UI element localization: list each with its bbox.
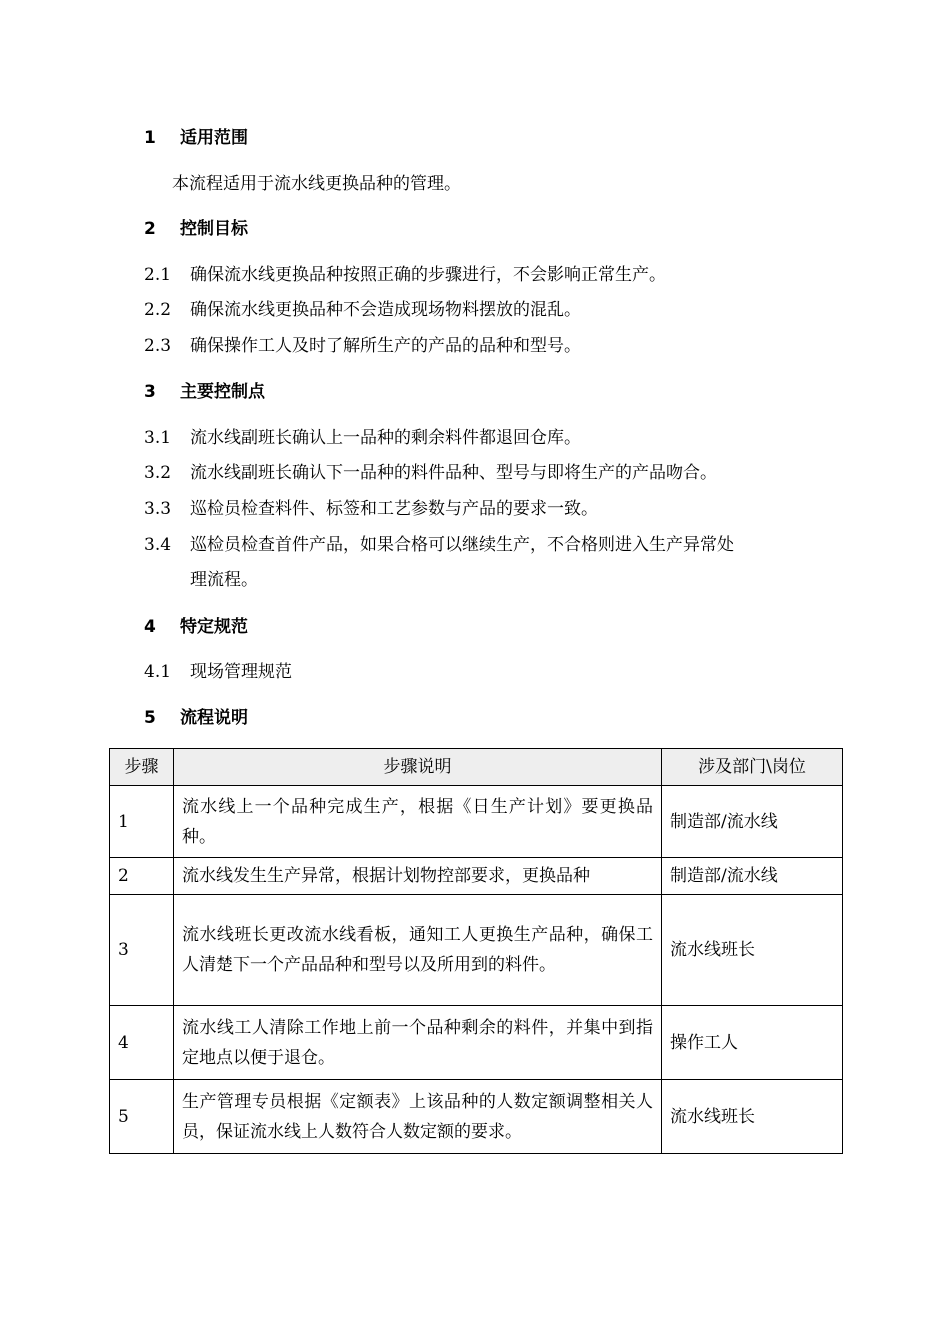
item-number: 2.1 bbox=[144, 265, 172, 285]
section-heading-5 bbox=[144, 706, 248, 730]
description-cell: 流水线发生生产异常，根据计划物控部要求，更换品种 bbox=[174, 858, 662, 895]
header-step: 步骤 bbox=[110, 749, 174, 786]
section-title: 流程说明 bbox=[180, 708, 248, 728]
table-row bbox=[110, 858, 843, 895]
item-number: 3.3 bbox=[144, 499, 172, 519]
header-description: 步骤说明 bbox=[174, 749, 662, 786]
table-row bbox=[110, 1080, 843, 1154]
department-cell: 流水线班长 bbox=[662, 1080, 843, 1154]
section-heading-1 bbox=[144, 126, 248, 150]
department-cell: 制造部/流水线 bbox=[662, 786, 843, 858]
description-cell: 生产管理专员根据《定额表》上该品种的人数定额调整相关人员，保证流水线上人数符合人数定额的要求。 bbox=[174, 1080, 662, 1154]
item-number: 2.3 bbox=[144, 336, 172, 356]
step-cell: 5 bbox=[110, 1080, 174, 1154]
control-point-continuation: 理流程。 bbox=[190, 570, 258, 590]
department-cell: 流水线班长 bbox=[662, 895, 843, 1006]
section-number: 4 bbox=[144, 617, 156, 637]
item-text: 确保流水线更换品种按照正确的步骤进行，不会影响正常生产。 bbox=[190, 265, 666, 285]
table-header-row bbox=[110, 749, 843, 786]
section-heading-4 bbox=[144, 615, 248, 639]
description-cell: 流水线上一个品种完成生产，根据《日生产计划》要更换品种。 bbox=[174, 786, 662, 858]
item-text: 确保操作工人及时了解所生产的产品的品种和型号。 bbox=[190, 336, 581, 356]
goal-item bbox=[144, 263, 666, 287]
section-number: 2 bbox=[144, 219, 156, 239]
section-title: 适用范围 bbox=[180, 128, 248, 148]
item-text: 巡检员检查料件、标签和工艺参数与产品的要求一致。 bbox=[190, 499, 598, 519]
step-cell: 1 bbox=[110, 786, 174, 858]
table-row bbox=[110, 786, 843, 858]
item-text: 巡检员检查首件产品，如果合格可以继续生产，不合格则进入生产异常处 bbox=[190, 535, 734, 555]
description-cell: 流水线班长更改流水线看板，通知工人更换生产品种，确保工人清楚下一个产品品种和型号以及所用到的料件。 bbox=[174, 895, 662, 1006]
table-row bbox=[110, 895, 843, 1006]
step-cell: 3 bbox=[110, 895, 174, 1006]
department-cell: 操作工人 bbox=[662, 1006, 843, 1080]
section-number: 3 bbox=[144, 382, 156, 402]
section-title: 控制目标 bbox=[180, 219, 248, 239]
item-text: 流水线副班长确认上一品种的剩余料件都退回仓库。 bbox=[190, 428, 581, 448]
item-text: 流水线副班长确认下一品种的料件品种、型号与即将生产的产品吻合。 bbox=[190, 463, 717, 483]
control-point-item bbox=[144, 426, 581, 450]
step-cell: 2 bbox=[110, 858, 174, 895]
step-cell: 4 bbox=[110, 1006, 174, 1080]
item-text: 确保流水线更换品种不会造成现场物料摆放的混乱。 bbox=[190, 300, 581, 320]
item-number: 3.1 bbox=[144, 428, 172, 448]
section-title: 特定规范 bbox=[180, 617, 248, 637]
section-heading-2 bbox=[144, 217, 248, 241]
section-heading-3 bbox=[144, 380, 265, 404]
department-cell: 制造部/流水线 bbox=[662, 858, 843, 895]
description-cell: 流水线工人清除工作地上前一个品种剩余的料件，并集中到指定地点以便于退仓。 bbox=[174, 1006, 662, 1080]
item-number: 3.2 bbox=[144, 463, 172, 483]
item-text: 现场管理规范 bbox=[190, 662, 292, 682]
control-point-item bbox=[144, 461, 717, 485]
table-row bbox=[110, 1006, 843, 1080]
item-number: 4.1 bbox=[144, 662, 172, 682]
section-number: 1 bbox=[144, 128, 156, 148]
item-number: 2.2 bbox=[144, 300, 172, 320]
process-table bbox=[109, 748, 843, 1154]
section-title: 主要控制点 bbox=[180, 382, 265, 402]
item-number: 3.4 bbox=[144, 535, 172, 555]
spec-item bbox=[144, 660, 292, 684]
goal-item bbox=[144, 298, 581, 322]
header-department: 涉及部门\岗位 bbox=[662, 749, 843, 786]
section-number: 5 bbox=[144, 708, 156, 728]
scope-paragraph: 本流程适用于流水线更换品种的管理。 bbox=[172, 174, 461, 194]
goal-item bbox=[144, 334, 581, 358]
control-point-item bbox=[144, 533, 734, 557]
control-point-item bbox=[144, 497, 598, 521]
